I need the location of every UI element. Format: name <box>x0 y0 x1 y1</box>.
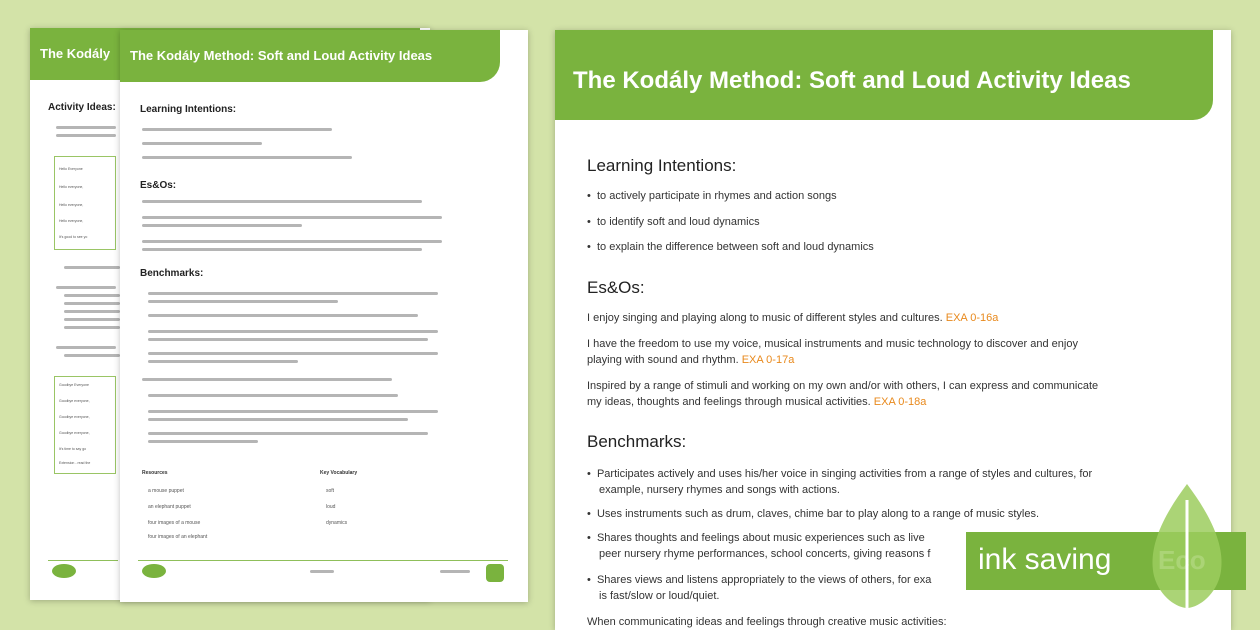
mid-page-logo-icon <box>142 564 166 578</box>
benchmark-text: is fast/slow or loud/quiet. <box>599 590 720 602</box>
back-song-line: It's good to see yo <box>59 235 88 239</box>
ink-saving-label: ink saving <box>978 543 1112 576</box>
benchmark-text: Participates actively and uses his/her voice in singing activities from a range of styles and cultures, for example, nursery rhymes and songs with actions. <box>596 468 1093 496</box>
back-song-line: Goodbye Everyone <box>59 383 89 387</box>
main-page-title-banner <box>555 30 1213 120</box>
learning-item: • to actively participate in rhymes and action songs <box>587 190 837 202</box>
back-song-line: Hello Everyone <box>59 167 83 171</box>
back-song-line: Hello everyone, <box>59 219 84 223</box>
benchmark-text: Shares thoughts and feelings about music experiences such as live <box>596 532 925 544</box>
esos-heading: Es&Os: <box>587 278 645 297</box>
back-page-title: The Kodály <box>40 46 111 61</box>
communicating-heading: When communicating ideas and feelings through creative music activities: <box>587 616 947 628</box>
middle-document-page <box>120 30 528 602</box>
back-song-line: It's time to say go <box>59 447 87 451</box>
benchmark-item: • Shares thoughts and feelings about music experiences such as live <box>587 532 925 544</box>
mid-vocab-item: soft <box>326 488 335 494</box>
mid-vocab-item: dynamics <box>326 520 348 526</box>
mid-page-title: The Kodály Method: Soft and Loud Activity Ideas <box>130 48 433 63</box>
mid-resource-item: four images of an elephant <box>148 534 208 540</box>
mid-vocab-heading: Key Vocabulary <box>320 470 358 476</box>
back-song-box-2 <box>54 376 116 474</box>
mid-page-seal-icon <box>486 564 504 582</box>
benchmarks-heading: Benchmarks: <box>587 432 687 451</box>
eso-paragraph <box>587 378 1107 410</box>
mid-resource-item: a mouse puppet <box>148 488 184 494</box>
benchmark-item: • Uses instruments such as drum, claves, chime bar to play along to a range of music styles. <box>587 508 1039 520</box>
eso-code: EXA 0-16a <box>945 312 999 324</box>
learning-item-text: to actively participate in rhymes and action songs <box>596 190 837 202</box>
learning-item: • to identify soft and loud dynamics <box>587 216 760 228</box>
benchmark-text: Uses instruments such as drum, claves, chime bar to play along to a range of music styles. <box>596 508 1039 520</box>
back-song-line: Hello everyone, <box>59 203 84 207</box>
mid-resource-item: an elephant puppet <box>148 504 191 510</box>
mid-esos-heading: Es&Os: <box>140 180 177 191</box>
mid-vocab-item: loud <box>326 504 336 510</box>
learning-item-text: to identify soft and loud dynamics <box>596 216 760 228</box>
benchmark-item: • Shares views and listens appropriately to the views of others, for exa <box>587 574 932 586</box>
eso-code: EXA 0-17a <box>741 354 795 366</box>
back-song-line: Goodbye everyone, <box>59 415 90 419</box>
mid-resources-heading: Resources <box>142 470 168 476</box>
back-song-box-1 <box>54 156 116 250</box>
eso-text: I have the freedom to use my voice, musical instruments and music technology to discover and enjoy playing with sound and rhythm. <box>587 338 1078 366</box>
back-page-logo-icon <box>52 564 76 578</box>
learning-intentions-heading: Learning Intentions: <box>587 156 737 175</box>
learning-item-text: to explain the difference between soft and loud dynamics <box>596 241 874 253</box>
eso-text: Inspired by a range of stimuli and working on my own and/or with others, I can express and communicate my ideas, thoughts and feelings through musical activities. <box>587 380 1099 408</box>
main-page-title: The Kodály Method: Soft and Loud Activity Ideas <box>573 67 1131 94</box>
eso-text: I enjoy singing and playing along to music of different styles and cultures. <box>587 312 943 324</box>
benchmark-item: • Participates actively and uses his/her voice in singing activities from a range of styles and cultures, for example, nursery rhymes and songs with actions. <box>587 468 1093 496</box>
back-song-line: Hello everyone, <box>59 185 84 189</box>
mid-benchmarks-heading: Benchmarks: <box>140 268 204 279</box>
eso-paragraph <box>587 310 1107 326</box>
eso-paragraph <box>587 336 1107 368</box>
learning-item: • to explain the difference between soft and loud dynamics <box>587 241 874 253</box>
back-song-line: Goodbye everyone, <box>59 399 90 403</box>
back-song-line: Goodbye everyone, <box>59 431 90 435</box>
back-activity-heading: Activity Ideas: <box>48 102 116 113</box>
back-song-line: Extension - read the <box>59 461 91 465</box>
leaf-icon <box>1140 480 1234 618</box>
mid-learning-heading: Learning Intentions: <box>140 104 237 115</box>
benchmark-text: peer nursery rhyme performances, school concerts, giving reasons f <box>599 548 931 560</box>
benchmark-text: Shares views and listens appropriately to the views of others, for exa <box>596 574 932 586</box>
mid-resource-item: four images of a mouse <box>148 520 201 526</box>
mid-page-title-banner <box>120 30 500 82</box>
eso-code: EXA 0-18a <box>873 396 927 408</box>
